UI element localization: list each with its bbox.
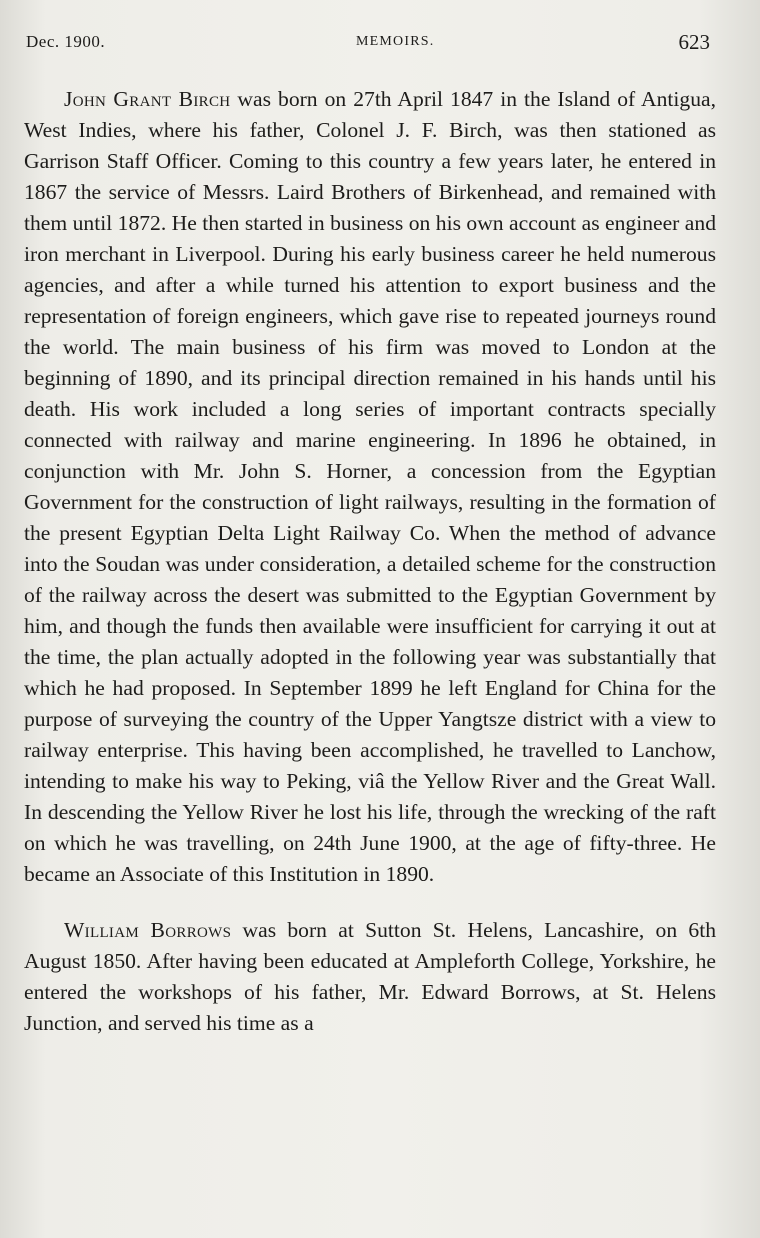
memoir-text: was born at Sutton St. Helens, Lancashire, on 6th August 1850. After having been educated at Ampleforth College, Yorkshire, he entered the workshops of his father, Mr. Edward Borrows, at St. Helens Junction, and served his time as a (24, 918, 716, 1035)
memoir-name: John Grant Birch (64, 87, 231, 111)
memoirs-body (24, 84, 716, 1039)
memoir-name: William Borrows (64, 918, 232, 942)
running-head (26, 30, 710, 60)
header-section-title: MEMOIRS. (356, 34, 435, 49)
page-number: 623 (678, 30, 710, 54)
memoir-paragraph-borrows (24, 915, 716, 1039)
memoir-text: was born on 27th April 1847 in the Island of Antigua, West Indies, where his father, Colonel J. F. Birch, was then stationed as Garrison Staff Officer. Coming to this country a few years later, he entered in 1867 the service of Messrs. Laird Brothers of Birkenhead, and remained with them until 1872. He then started in business on his own account as engineer and iron merchant in Liverpool. During his early business career he held numerous agencies, and after a while turned his attention to export business and the representation of foreign engineers, which gave rise to repeated journeys round the world. The main business of his firm was moved to London at the beginning of 1890, and its principal direction remained in his hands until his death. His work included a long series of important contracts specially connected with railway and marine engineering. In 1896 he obtained, in conjunction with Mr. John S. Horner, a concession from the Egyptian Government for the construction of light railways, resulting in the formation of the present Egyptian Delta Light Railway Co. When the method of advance into the Soudan was under consideration, a detailed scheme for the construction of the railway across the desert was submitted to the Egyptian Government by him, and though the funds then available were insufficient for carrying it out at the time, the plan actually adopted in the following year was substantially that which he had proposed. In September 1899 he left England for China for the purpose of surveying the country of the Upper Yangtsze district with a view to railway enterprise. This having been accomplished, he travelled to Lanchow, intending to make his way to Peking, viâ the Yellow River and the Great Wall. In descending the Yellow River he lost his life, through the wrecking of the raft on which he was travelling, on 24th June 1900, at the age of fifty-three. He became an Associate of this Institution in 1890. (24, 87, 716, 886)
header-date: Dec. 1900. (26, 32, 106, 51)
memoir-paragraph-birch (24, 84, 716, 890)
